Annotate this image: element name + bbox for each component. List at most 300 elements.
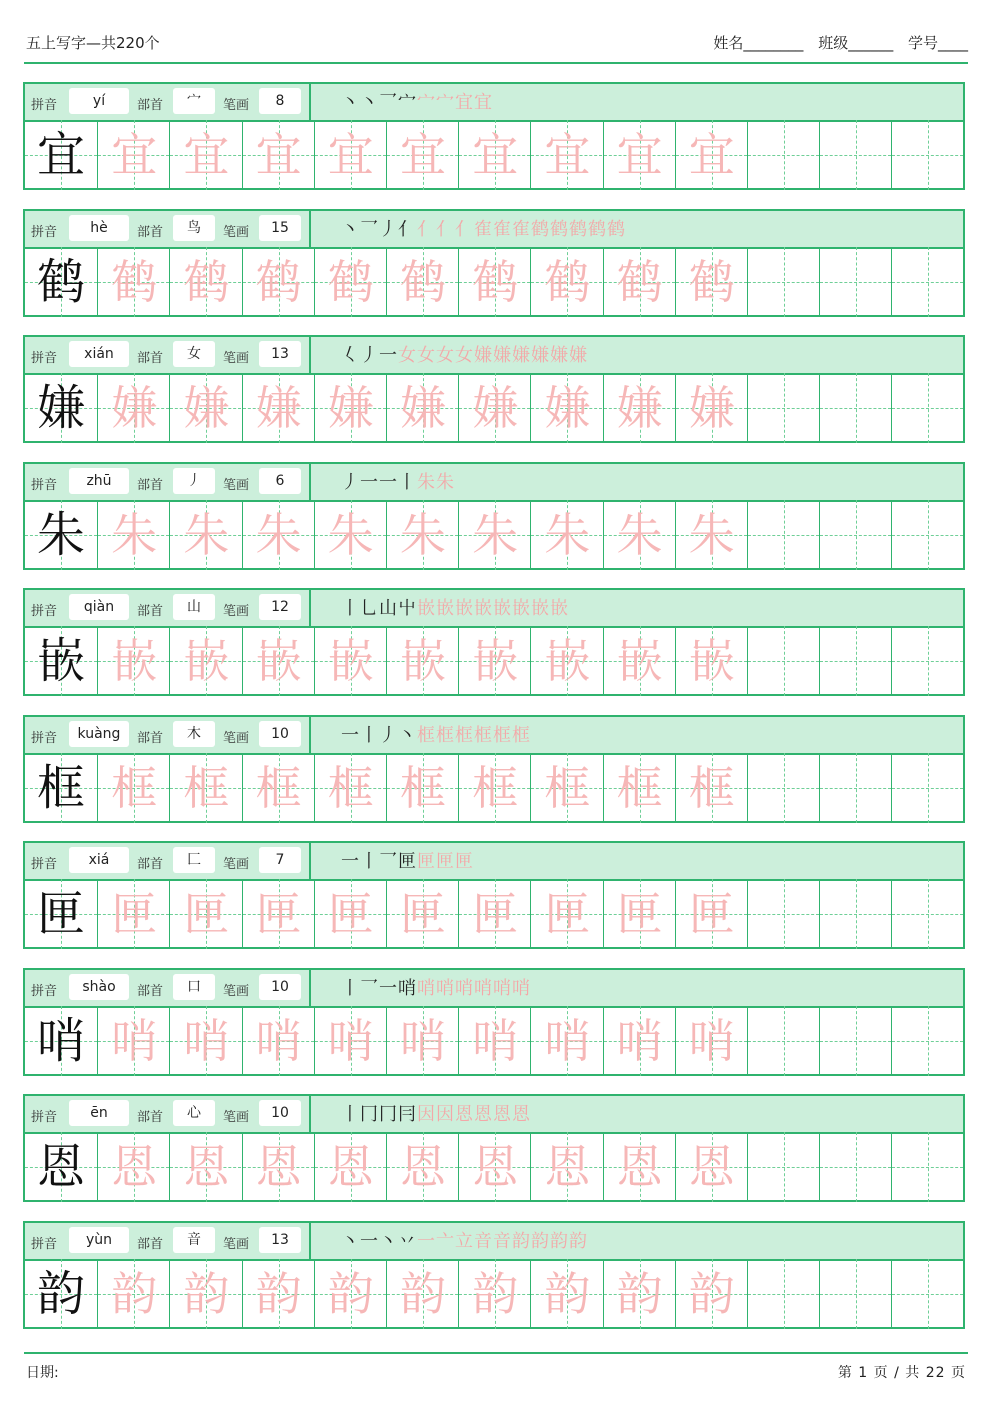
stroke-sequence-rest: 亻亻亻隺隺隺鹤鹤鹤鹤鹤 [417, 219, 626, 240]
radical-value: 山 [173, 594, 215, 620]
strokes-label: 笔画 [223, 984, 250, 999]
tracing-cell [169, 373, 241, 443]
tracing-cell [386, 500, 458, 570]
blank-practice-cell[interactable] [891, 1259, 963, 1329]
pinyin-value: yí [69, 88, 129, 114]
pinyin-label: 拼音 [31, 225, 58, 240]
tracing-cell [314, 879, 386, 949]
blank-practice-cell[interactable] [891, 626, 963, 696]
tracing-character: 朱 [616, 508, 663, 562]
tracing-cell [530, 1259, 602, 1329]
model-character: 框 [36, 760, 85, 816]
tracing-character: 框 [327, 761, 374, 815]
blank-practice-cell[interactable] [819, 753, 891, 823]
tracing-character: 嫌 [111, 381, 158, 435]
blank-practice-cell[interactable] [819, 879, 891, 949]
tracing-character: 鹤 [255, 255, 302, 309]
blank-practice-cell[interactable] [747, 753, 819, 823]
writing-grid-row [25, 1259, 963, 1329]
tracing-cell [314, 120, 386, 190]
tracing-cell [458, 1259, 530, 1329]
tracing-character: 嫌 [544, 381, 591, 435]
tracing-character: 宜 [327, 128, 374, 182]
tracing-character: 哨 [183, 1014, 230, 1068]
tracing-cell [242, 1259, 314, 1329]
radical-value: 女 [173, 341, 215, 367]
pinyin-label: 拼音 [31, 731, 58, 746]
pinyin-label: 拼音 [31, 857, 58, 872]
page-footer [24, 1352, 968, 1381]
tracing-cell [530, 753, 602, 823]
tracing-character: 框 [111, 761, 158, 815]
stroke-sequence-rest: 女女女女嫌嫌嫌嫌嫌嫌 [398, 345, 588, 366]
tracing-character: 哨 [400, 1014, 446, 1068]
tracing-cell [530, 626, 602, 696]
blank-practice-cell[interactable] [819, 1259, 891, 1329]
divider [309, 464, 311, 500]
model-character: 宜 [36, 127, 85, 183]
pinyin-value: zhū [69, 468, 129, 494]
tracing-cell [458, 1132, 530, 1202]
pinyin-label: 拼音 [31, 1110, 58, 1125]
strokes-label: 笔画 [223, 1110, 250, 1125]
character-info-row [25, 843, 963, 881]
radical-label: 部首 [137, 225, 164, 240]
tracing-character: 鹤 [400, 255, 446, 309]
tracing-cell [458, 626, 530, 696]
tracing-character: 韵 [544, 1267, 591, 1321]
character-info-row [25, 970, 963, 1008]
pinyin-label: 拼音 [31, 478, 58, 493]
tracing-character: 宜 [472, 128, 519, 182]
radical-value: 口 [173, 974, 215, 1000]
tracing-cell [386, 1132, 458, 1202]
tracing-character: 嵌 [688, 634, 735, 688]
tracing-cell [603, 500, 675, 570]
tracing-cell [242, 247, 314, 317]
tracing-cell [242, 879, 314, 949]
writing-grid-row [25, 1006, 963, 1076]
model-character-cell [25, 120, 97, 190]
tracing-cell [530, 373, 602, 443]
model-character-cell [25, 879, 97, 949]
tracing-cell [530, 120, 602, 190]
pinyin-label: 拼音 [31, 1237, 58, 1252]
tracing-cell [169, 1259, 241, 1329]
tracing-character: 哨 [111, 1014, 158, 1068]
stroke-order-sequence [341, 215, 626, 241]
pinyin-label: 拼音 [31, 984, 58, 999]
tracing-character: 匣 [255, 887, 302, 941]
tracing-cell [169, 879, 241, 949]
pinyin-value: xián [69, 341, 129, 367]
tracing-character: 韵 [688, 1267, 735, 1321]
tracing-character: 嵌 [544, 634, 591, 688]
character-info-row [25, 590, 963, 628]
tracing-cell [530, 879, 602, 949]
stroke-sequence-lead: 丶丶乛宀 [341, 92, 417, 113]
stroke-sequence-lead: 一丨乛匣 [341, 851, 417, 872]
stroke-sequence-rest: 宀宀宜宜 [417, 92, 493, 113]
tracing-cell [97, 879, 169, 949]
stroke-sequence-rest: 朱朱 [417, 472, 455, 493]
tracing-cell [675, 753, 747, 823]
tracing-cell [458, 120, 530, 190]
radical-value: 丿 [173, 468, 215, 494]
radical-label: 部首 [137, 478, 164, 493]
tracing-character: 宜 [616, 128, 663, 182]
tracing-character: 匣 [472, 887, 519, 941]
date-label: 日期: [26, 1365, 59, 1381]
stroke-count-value: 7 [259, 847, 301, 873]
tracing-character: 匣 [544, 887, 591, 941]
model-character-cell [25, 1132, 97, 1202]
tracing-character: 鹤 [327, 255, 374, 309]
tracing-character: 匣 [400, 887, 446, 941]
writing-grid-row [25, 1132, 963, 1202]
blank-practice-cell[interactable] [747, 120, 819, 190]
student-fields [703, 32, 968, 53]
blank-practice-cell[interactable] [891, 879, 963, 949]
tracing-cell [675, 373, 747, 443]
class-field[interactable]: 班级______ [818, 34, 894, 52]
blank-practice-cell[interactable] [819, 120, 891, 190]
stroke-sequence-rest: 匣匣匣 [417, 851, 474, 872]
model-character: 嫌 [36, 380, 85, 436]
radical-value: 鸟 [173, 215, 215, 241]
tracing-cell [603, 120, 675, 190]
tracing-character: 嵌 [472, 634, 519, 688]
tracing-character: 匣 [183, 887, 230, 941]
tracing-cell [458, 373, 530, 443]
stroke-order-sequence [341, 468, 455, 494]
tracing-character: 嫌 [255, 381, 302, 435]
writing-grid-row [25, 879, 963, 949]
strokes-label: 笔画 [223, 98, 250, 113]
name-field[interactable]: 姓名________ [713, 34, 804, 52]
tracing-cell [242, 753, 314, 823]
tracing-cell [242, 373, 314, 443]
stroke-sequence-rest: 因因恩恩恩恩 [417, 1104, 531, 1125]
blank-practice-cell[interactable] [819, 373, 891, 443]
tracing-cell [169, 626, 241, 696]
model-character: 哨 [36, 1013, 85, 1069]
tracing-character: 朱 [183, 508, 230, 562]
divider [309, 1223, 311, 1259]
tracing-cell [603, 626, 675, 696]
tracing-cell [314, 500, 386, 570]
tracing-cell [314, 626, 386, 696]
stroke-order-sequence [341, 847, 474, 873]
blank-practice-cell[interactable] [819, 626, 891, 696]
writing-grid-row [25, 626, 963, 696]
blank-practice-cell[interactable] [747, 500, 819, 570]
divider [309, 337, 311, 373]
tracing-cell [386, 247, 458, 317]
tracing-cell [603, 247, 675, 317]
tracing-character: 哨 [472, 1014, 519, 1068]
blank-practice-cell[interactable] [747, 1132, 819, 1202]
tracing-character: 嵌 [183, 634, 230, 688]
tracing-character: 恩 [472, 1140, 519, 1194]
tracing-cell [675, 500, 747, 570]
tracing-cell [675, 626, 747, 696]
tracing-character: 恩 [400, 1140, 446, 1194]
character-block [23, 841, 965, 949]
model-character: 朱 [36, 507, 85, 563]
tracing-cell [603, 753, 675, 823]
tracing-character: 鹤 [183, 255, 230, 309]
character-info-row [25, 717, 963, 755]
tracing-character: 朱 [472, 508, 519, 562]
stroke-sequence-lead: 丶一丶丷 [341, 1231, 417, 1252]
stroke-order-sequence [341, 721, 531, 747]
tracing-cell [603, 879, 675, 949]
student-id-field[interactable]: 学号____ [907, 34, 968, 52]
tracing-character: 朱 [544, 508, 591, 562]
tracing-cell [242, 1132, 314, 1202]
writing-grid-row [25, 753, 963, 823]
tracing-cell [97, 373, 169, 443]
stroke-sequence-lead: 丶乛丿亻 [341, 219, 417, 240]
tracing-cell [603, 1006, 675, 1076]
tracing-cell [169, 1006, 241, 1076]
blank-practice-cell[interactable] [891, 373, 963, 443]
divider [309, 970, 311, 1006]
tracing-cell [169, 120, 241, 190]
strokes-label: 笔画 [223, 1237, 250, 1252]
blank-practice-cell[interactable] [747, 1259, 819, 1329]
character-block [23, 209, 965, 317]
tracing-cell [97, 626, 169, 696]
pinyin-value: xiá [69, 847, 129, 873]
tracing-cell [530, 247, 602, 317]
radical-label: 部首 [137, 857, 164, 872]
radical-value: 心 [173, 1100, 215, 1126]
model-character: 鹤 [36, 254, 85, 310]
divider [309, 590, 311, 626]
blank-practice-cell[interactable] [891, 247, 963, 317]
tracing-cell [386, 879, 458, 949]
tracing-character: 匣 [616, 887, 663, 941]
tracing-character: 嫌 [327, 381, 374, 435]
tracing-cell [314, 753, 386, 823]
pinyin-label: 拼音 [31, 604, 58, 619]
tracing-character: 韵 [183, 1267, 230, 1321]
tracing-character: 嫌 [688, 381, 735, 435]
blank-practice-cell[interactable] [819, 1132, 891, 1202]
character-block [23, 968, 965, 1076]
pinyin-value: kuàng [69, 721, 129, 747]
tracing-cell [675, 1006, 747, 1076]
model-character-cell [25, 247, 97, 317]
tracing-character: 框 [183, 761, 230, 815]
radical-value: 木 [173, 721, 215, 747]
pinyin-value: yùn [69, 1227, 129, 1253]
strokes-label: 笔画 [223, 478, 250, 493]
model-character: 嵌 [36, 633, 85, 689]
pinyin-value: shào [69, 974, 129, 1000]
tracing-character: 嵌 [255, 634, 302, 688]
radical-label: 部首 [137, 1110, 164, 1125]
tracing-character: 韵 [472, 1267, 519, 1321]
stroke-sequence-lead: 𡿨丿一 [341, 345, 398, 366]
tracing-cell [603, 1259, 675, 1329]
character-block [23, 1221, 965, 1329]
blank-practice-cell[interactable] [747, 879, 819, 949]
tracing-cell [675, 879, 747, 949]
writing-grid-row [25, 247, 963, 317]
radical-label: 部首 [137, 731, 164, 746]
blank-practice-cell[interactable] [819, 1006, 891, 1076]
tracing-character: 韵 [327, 1267, 374, 1321]
tracing-character: 恩 [327, 1140, 374, 1194]
stroke-sequence-rest: 哨哨哨哨哨哨 [417, 978, 531, 999]
tracing-cell [603, 373, 675, 443]
tracing-character: 朱 [255, 508, 302, 562]
tracing-cell [97, 1006, 169, 1076]
tracing-cell [242, 120, 314, 190]
radical-value: 音 [173, 1227, 215, 1253]
blank-practice-cell[interactable] [891, 500, 963, 570]
character-info-row [25, 464, 963, 502]
tracing-cell [458, 247, 530, 317]
tracing-cell [314, 373, 386, 443]
model-character-cell [25, 626, 97, 696]
tracing-cell [386, 626, 458, 696]
tracing-cell [530, 500, 602, 570]
tracing-cell [242, 500, 314, 570]
tracing-character: 韵 [400, 1267, 446, 1321]
tracing-character: 哨 [327, 1014, 374, 1068]
character-info-row [25, 1223, 963, 1261]
blank-practice-cell[interactable] [891, 1132, 963, 1202]
blank-practice-cell[interactable] [747, 626, 819, 696]
tracing-character: 匣 [327, 887, 374, 941]
writing-grid-row [25, 373, 963, 443]
stroke-count-value: 6 [259, 468, 301, 494]
model-character-cell [25, 373, 97, 443]
tracing-cell [675, 1132, 747, 1202]
tracing-character: 恩 [111, 1140, 158, 1194]
tracing-character: 嫌 [472, 381, 519, 435]
stroke-count-value: 10 [259, 721, 301, 747]
radical-label: 部首 [137, 604, 164, 619]
tracing-cell [169, 500, 241, 570]
character-block [23, 335, 965, 443]
character-info-row [25, 211, 963, 249]
stroke-count-value: 10 [259, 974, 301, 1000]
divider [309, 84, 311, 120]
blank-practice-cell[interactable] [747, 1006, 819, 1076]
tracing-cell [458, 500, 530, 570]
tracing-cell [97, 1132, 169, 1202]
tracing-cell [458, 1006, 530, 1076]
stroke-order-sequence [341, 594, 569, 620]
tracing-character: 鹤 [544, 255, 591, 309]
page-header [24, 28, 968, 64]
character-block [23, 715, 965, 823]
radical-value: 宀 [173, 88, 215, 114]
blank-practice-cell[interactable] [819, 500, 891, 570]
blank-practice-cell[interactable] [819, 247, 891, 317]
pinyin-label: 拼音 [31, 98, 58, 113]
tracing-cell [97, 120, 169, 190]
tracing-character: 朱 [688, 508, 735, 562]
stroke-order-sequence [341, 341, 588, 367]
tracing-cell [386, 120, 458, 190]
tracing-character: 鹤 [688, 255, 735, 309]
radical-label: 部首 [137, 98, 164, 113]
tracing-cell [242, 1006, 314, 1076]
model-character-cell [25, 1006, 97, 1076]
blank-practice-cell[interactable] [891, 120, 963, 190]
blank-practice-cell[interactable] [891, 753, 963, 823]
tracing-cell [97, 1259, 169, 1329]
tracing-character: 恩 [183, 1140, 230, 1194]
stroke-sequence-lead: 丨乛一哨 [341, 978, 417, 999]
tracing-character: 朱 [400, 508, 446, 562]
pinyin-value: qiàn [69, 594, 129, 620]
character-info-row [25, 84, 963, 122]
tracing-character: 朱 [111, 508, 158, 562]
divider [309, 211, 311, 247]
tracing-character: 嫌 [616, 381, 663, 435]
tracing-cell [169, 247, 241, 317]
tracing-character: 框 [544, 761, 591, 815]
stroke-sequence-lead: 丨乚山屮 [341, 598, 417, 619]
pinyin-label: 拼音 [31, 351, 58, 366]
model-character: 恩 [36, 1139, 85, 1195]
tracing-character: 匣 [688, 887, 735, 941]
tracing-character: 韵 [616, 1267, 663, 1321]
tracing-cell [675, 247, 747, 317]
radical-label: 部首 [137, 351, 164, 366]
character-info-row [25, 1096, 963, 1134]
tracing-cell [97, 500, 169, 570]
blank-practice-cell[interactable] [891, 1006, 963, 1076]
tracing-cell [314, 1006, 386, 1076]
tracing-cell [530, 1006, 602, 1076]
tracing-cell [169, 1132, 241, 1202]
tracing-character: 嵌 [327, 634, 374, 688]
tracing-character: 恩 [688, 1140, 735, 1194]
tracing-character: 鹤 [472, 255, 519, 309]
character-block [23, 588, 965, 696]
blank-practice-cell[interactable] [747, 247, 819, 317]
tracing-character: 嵌 [400, 634, 446, 688]
stroke-count-value: 10 [259, 1100, 301, 1126]
stroke-sequence-lead: 丨冂冂冃 [341, 1104, 417, 1125]
radical-value: 匚 [173, 847, 215, 873]
model-character: 匣 [36, 886, 85, 942]
character-block [23, 82, 965, 190]
tracing-cell [386, 753, 458, 823]
tracing-character: 韵 [111, 1267, 158, 1321]
document-title: 五上写字—共220个 [26, 34, 160, 52]
tracing-cell [386, 1006, 458, 1076]
tracing-character: 框 [472, 761, 519, 815]
tracing-character: 鹤 [616, 255, 663, 309]
stroke-sequence-rest: 嵌嵌嵌嵌嵌嵌嵌嵌 [417, 598, 569, 619]
blank-practice-cell[interactable] [747, 373, 819, 443]
tracing-cell [314, 1132, 386, 1202]
tracing-cell [530, 1132, 602, 1202]
tracing-character: 鹤 [111, 255, 158, 309]
tracing-cell [314, 247, 386, 317]
character-info-row [25, 337, 963, 375]
stroke-sequence-lead: 丿一一丨 [341, 472, 417, 493]
